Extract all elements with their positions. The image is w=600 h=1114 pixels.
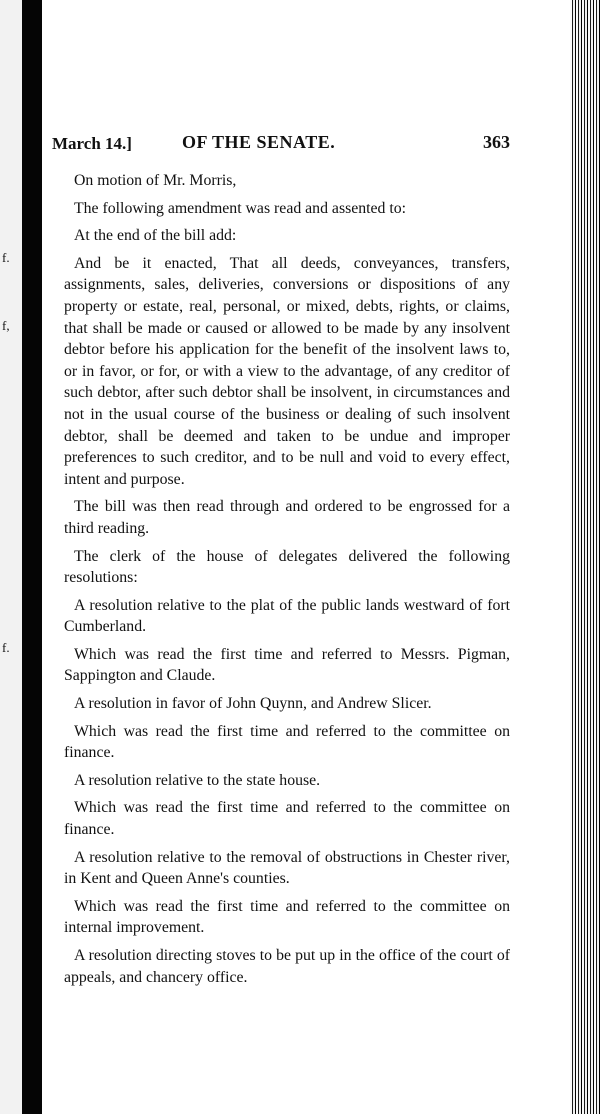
book-gutter bbox=[22, 0, 42, 1114]
running-header bbox=[52, 132, 510, 156]
paragraph-enactment: And be it enacted, That all deeds, conveyances, transfers, assignments, sales, deliveries, conversions or dispositions of any property or estate, real, personal, or mixed, debts, rights, or claims, that shall be made or caused or allowed to be made by any insolvent debtor before his application for the benefit of the insolvent laws to, or in favor, or for, or with a view to the advantage, of any creditor of such debtor, after such debtor shall be insolvent, in circumstances and not in the usual course of the business or dealing of such insolvent debtor, shall be deemed and taken to be undue and improper preferences to such creditor, and to be null and void to every effect, intent and purpose. bbox=[64, 254, 510, 488]
paragraph-amendment-intro: The following amendment was read and assented to: bbox=[74, 199, 407, 217]
paragraph-referral: Which was read the first time and referred to the committee on internal improvement. bbox=[64, 897, 510, 937]
paragraph-referral: Which was read the first time and referred to the committee on finance. bbox=[64, 799, 510, 839]
paragraph-referral: Which was read the first time and referred to the committee on finance. bbox=[64, 722, 510, 762]
paragraph-clerk: The clerk of the house of delegates delivered the following resolutions: bbox=[64, 547, 510, 587]
header-title: OF THE SENATE. bbox=[182, 132, 336, 152]
paragraph-resolution-plat: A resolution relative to the plat of the public lands westward of fort Cumberland. bbox=[64, 596, 510, 636]
paragraph-bill-read: The bill was then read through and ordered to be engrossed for a third reading. bbox=[64, 498, 510, 537]
paragraph-resolution-quynn: A resolution in favor of John Quynn, and Andrew Slicer. bbox=[74, 695, 432, 713]
paragraph-referral: Which was read the first time and referred to Messrs. Pigman, Sappington and Claude. bbox=[64, 645, 510, 685]
header-date: March 14.] bbox=[52, 134, 132, 153]
page-body bbox=[64, 170, 510, 994]
margin-fragment: f, bbox=[2, 318, 10, 333]
paragraph-resolution-stoves: A resolution directing stoves to be put up in the office of the court of appeals, and chancery office. bbox=[64, 947, 510, 986]
paragraph-bill-end: At the end of the bill add: bbox=[74, 227, 237, 245]
paragraph-resolution-state-house: A resolution relative to the state house. bbox=[74, 771, 321, 789]
margin-fragment: f. bbox=[2, 640, 10, 655]
margin-fragment: f. bbox=[2, 250, 10, 265]
adjacent-page-strip bbox=[0, 0, 22, 1114]
page-edges bbox=[570, 0, 600, 1114]
paragraph-resolution-chester-river: A resolution relative to the removal of obstructions in Chester river, in Kent and Queen Anne's counties. bbox=[64, 848, 510, 888]
paragraph-motion: On motion of Mr. Morris, bbox=[74, 172, 237, 189]
page-number: 363 bbox=[483, 132, 510, 152]
